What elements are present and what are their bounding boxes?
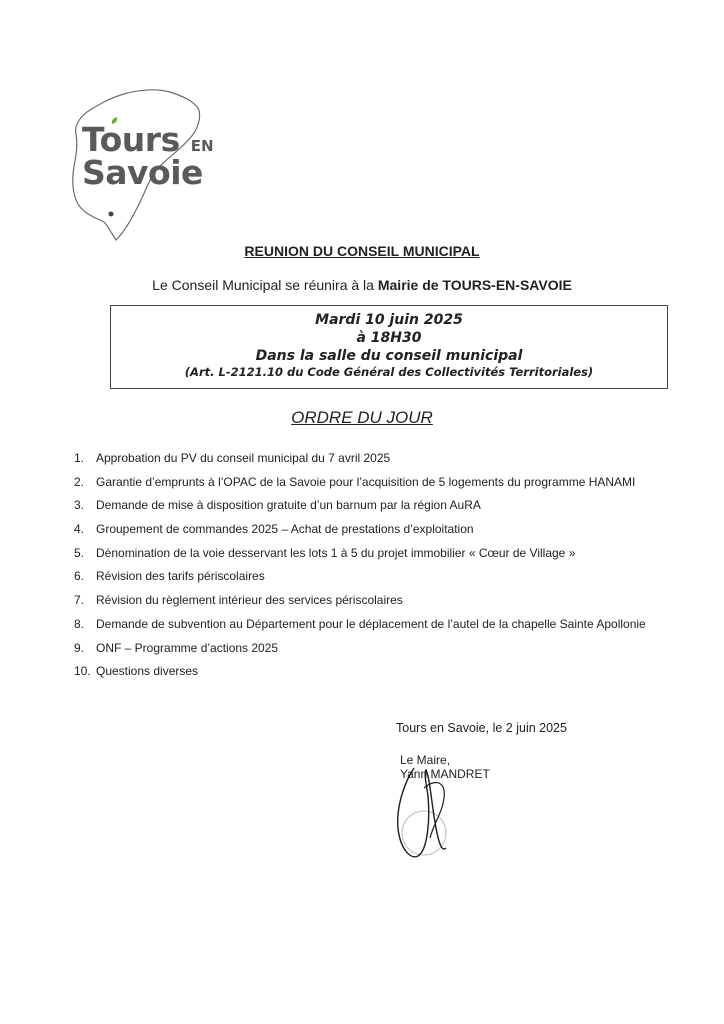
meeting-details-box (110, 305, 668, 389)
meeting-time: à 18H30 (356, 330, 422, 346)
agenda-item: 9. ONF – Programme d’actions 2025 (74, 640, 279, 655)
agenda-item: 1. Approbation du PV du conseil municipal du 7 avril 2025 (74, 451, 391, 465)
meeting-date: Mardi 10 juin 2025 (315, 312, 463, 328)
agenda-title: ORDRE DU JOUR (291, 408, 433, 427)
document-title: REUNION DU CONSEIL MUNICIPAL (244, 243, 480, 259)
handwritten-signature (384, 748, 474, 868)
place-and-date: Tours en Savoie, le 2 juin 2025 (396, 721, 567, 735)
agenda-item: 2. Garantie d’emprunts à l’OPAC de la Savoie pour l’acquisition de 5 logements du programme HANAMI (74, 474, 636, 489)
meeting-place: Dans la salle du conseil municipal (255, 348, 523, 364)
agenda-item: 4. Groupement de commandes 2025 – Achat de prestations d’exploitation (74, 522, 474, 537)
agenda-item: 7. Révision du règlement intérieur des services périscolaires (74, 593, 403, 608)
legal-reference: (Art. L-2121.10 du Code Général des Collectivités Territoriales) (184, 365, 594, 379)
logo-line-2: Savoie (82, 153, 203, 192)
agenda-item: 6. Révision des tarifs périscolaires (74, 569, 265, 584)
municipality-logo (66, 86, 216, 246)
intro-text: Le Conseil Municipal se réunira à la Mairie de TOURS-EN-SAVOIE (152, 277, 572, 293)
agenda-item: 3. Demande de mise à disposition gratuite d’un barnum par la région AuRA (74, 498, 481, 513)
agenda-list (74, 451, 646, 688)
logo-line-1: Tours EN (82, 120, 214, 159)
agenda-item: 8. Demande de subvention au Département pour le déplacement de l’autel de la chapelle Sainte Apollonie (74, 616, 646, 631)
agenda-item: 10. Questions diverses (74, 664, 199, 679)
signer-name: Yann MANDRET (400, 767, 490, 781)
agenda-item: 5. Dénomination de la voie desservant les lots 1 à 5 du projet immobilier « Cœur de Village » (74, 545, 576, 560)
signer-role: Le Maire, (400, 753, 451, 767)
